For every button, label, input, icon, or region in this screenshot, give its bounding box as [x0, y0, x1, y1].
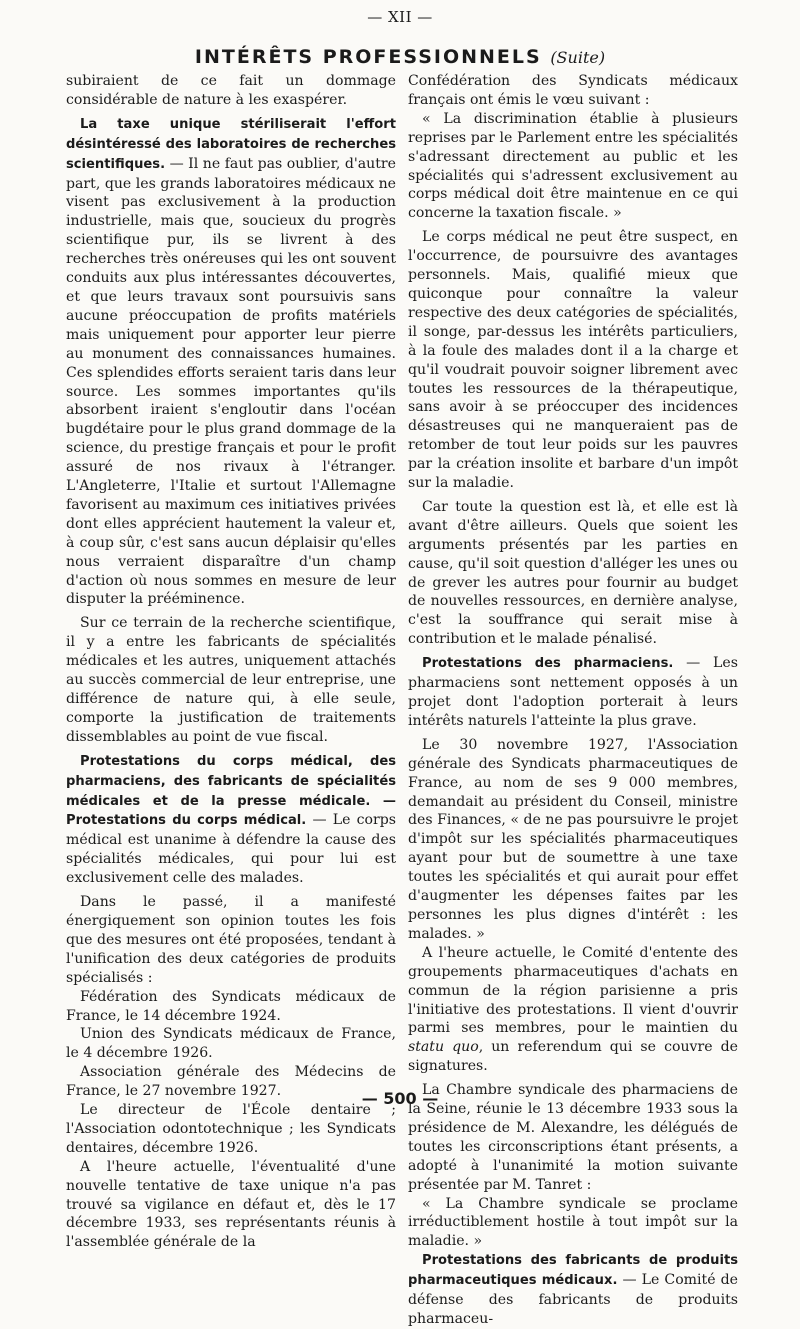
left-column — [66, 72, 396, 1252]
list-item: Le directeur de l'École dentaire ; l'Association odontotechnique ; les Syndicats dentaires, décembre 1926. — [66, 1102, 396, 1156]
paragraph-lab-research — [66, 115, 396, 610]
section-heading: Protestations du corps médical, des pharmaciens, des fabricants de spécialités médicales et de la presse médicale. — Protestations du corps médical. — [66, 753, 396, 829]
page-header-roman-numeral: — XII — — [367, 8, 433, 26]
paragraph: subiraient de ce fait un dommage considérable de nature à les exaspérer. — [66, 73, 396, 108]
running-title — [0, 46, 800, 68]
paragraph: Sur ce terrain de la recherche scientifique, il y a entre les fabricants de spécialités médicales et les autres, uniquement attachés au succès commercial de leur entreprise, une différence de nature qui, à elle seule, comporte la justification de traitements dissemblables au point de vue fiscal. — [66, 615, 396, 745]
paragraph: Car toute la question est là, et elle est là avant d'être ailleurs. Quels que soient les arguments présentés par les parties en cause, qu'il soit question d'alléger les unes ou de grever les autres pour fournir au budget de nouvelles ressources, en dernière analyse, c'est la souffrance qui serait mise à contribution et le malade pénalisé. — [408, 498, 738, 648]
right-column — [408, 72, 738, 1329]
paragraph-body: — Le corps médical est unanime à défendre la cause des spécialités médicales, qui pour lui est exclusivement celle des malades. — [66, 812, 396, 887]
quote-paragraph: « La discrimination établie à plusieurs reprises par le Parlement entre les spécialités s'adressant directement au public et les spécialités qui s'adressent exclusivement au corps médical doit être maintenue en ce qui concerne la taxation fiscale. » — [408, 110, 738, 222]
paragraph-body: — Les pharmaciens sont nettement opposés à un projet dont l'adoption porterait à leurs intérêts naturels l'atteinte la plus grave. — [408, 655, 738, 729]
paragraph: Dans le passé, il a manifesté énergiquement son opinion toutes les fois que des mesures ont été proposées, tendant à l'unification des deux catégories de produits spécialisés : — [66, 894, 396, 986]
paragraph: Le corps médical ne peut être suspect, en l'occurrence, de poursuivre des avantages personnels. Mais, qualifié mieux que quiconque pour connaître la valeur respective des deux catégories de spécialités, il songe, par-dessus les intérêts particuliers, à la foule des malades dont il a la charge et qu'il voudrait pouvoir soigner librement avec toutes les ressources de la thérapeutique, sans avoir à se préoccuper des incidences désastreuses qui ne manqueraient pas de retomber de tout leur poids sur les pauvres par la création insolite et barbare d'un impôt sur la maladie. — [408, 229, 738, 492]
paragraph-protests-medical — [66, 752, 396, 888]
paragraph: Confédération des Syndicats médicaux français ont émis le vœu suivant : — [408, 73, 738, 108]
paragraph: La Chambre syndicale des pharmaciens de la Seine, réunie le 13 décembre 1933 sous la présidence de M. Alexandre, les délégués de toutes les circonscriptions étant présents, a adopté à l'unanimité la motion suivante présentée par M. Tanret : — [408, 1082, 738, 1193]
paragraph: A l'heure actuelle, l'éventualité d'une nouvelle tentative de taxe unique n'a pas trouvé sa vigilance en défaut et, dès le 17 décembre 1933, ses représentants réunis à l'assemblée générale de la — [66, 1158, 396, 1251]
page-number: — 500 — — [361, 1089, 439, 1108]
section-heading: La taxe unique stériliserait l'effort désintéressé des laboratoires de recherches scientifiques. — [66, 116, 396, 172]
paragraph: Le 30 novembre 1927, l'Association générale des Syndicats pharmaceutiques de France, au nom de ses 9 000 membres, demandait au président du Conseil, ministre des Finances, « de ne pas poursuivre le projet d'impôt sur les spécialités pharmaceutiques ayant pour but de soumettre à une taxe toutes les spécialités et qui aurait pour effet d'augmenter les dépenses faites par les personnes les plus dignes d'intérêt : les malades. » — [408, 736, 738, 942]
paragraph-protests-pharmacists — [408, 654, 738, 731]
list-item: Fédération des Syndicats médicaux de France, le 14 décembre 1924. — [66, 988, 396, 1024]
quote-paragraph: « La Chambre syndicale se proclame irréductiblement hostile à tout impôt sur la maladie. » — [408, 1195, 738, 1250]
paragraph-body: — Le Comité de défense des fabricants de produits pharmaceu- — [408, 1272, 738, 1327]
list-item: Association générale des Médecins de France, le 27 novembre 1927. — [66, 1064, 396, 1100]
paragraph — [408, 944, 738, 1076]
section-heading: Protestations des pharmaciens. — [422, 656, 674, 672]
paragraph-protests-manufacturers — [408, 1251, 738, 1329]
paragraph-text: A l'heure actuelle, le Comité d'entente des groupements pharmaceutiques d'achats en commun de la région parisienne a pris l'initiative des protestations. Il vient d'ouvrir parmi ses membres, pour le maintien du — [408, 944, 738, 1037]
paragraph-body: — Il ne faut pas oublier, d'autre part, que les grands laboratoires médicaux ne visent pas exclusivement à la production industrielle, mais que, soucieux du progrès scientifique pur, ils se livrent à des recherches très onéreuses qui les ont souvent conduits aux plus intéressantes découvertes, et que leurs travaux sont poursuivis sans aucune préoccupation de profits matériels mais uniquement pour apporter leur pierre au monument des connaissances humaines. Ces splendides efforts seraient taris dans leur source. Les sommes importantes qu'ils absorbent iraient s'engloutir dans l'océan bugdétaire pour le plus grand dommage de la science, du prestige français et pour le profit assuré de nos rivaux à l'étranger. L'Angleterre, l'Italie et surtout l'Allemagne favorisent au maximum ces initiatives privées dont elles apprécient hautement la valeur et, à coup sûr, c'est sans aucun déplaisir qu'elles nous verraient disparaître d'un champ d'action où nous sommes en mesure de leur disputer la prééminence. — [66, 155, 396, 608]
running-title-suffix: (Suite) — [550, 48, 606, 67]
list-item: Union des Syndicats médicaux de France, le 4 décembre 1926. — [66, 1026, 396, 1062]
italic-term: statu quo — [408, 1039, 479, 1056]
section-heading: Protestations des fabricants de produits pharmaceutiques médicaux. — [408, 1253, 738, 1289]
running-title-text: INTÉRÊTS PROFESSIONNELS — [194, 46, 542, 68]
paragraph-text: , un referendum qui se couvre de signatures. — [408, 1039, 738, 1075]
